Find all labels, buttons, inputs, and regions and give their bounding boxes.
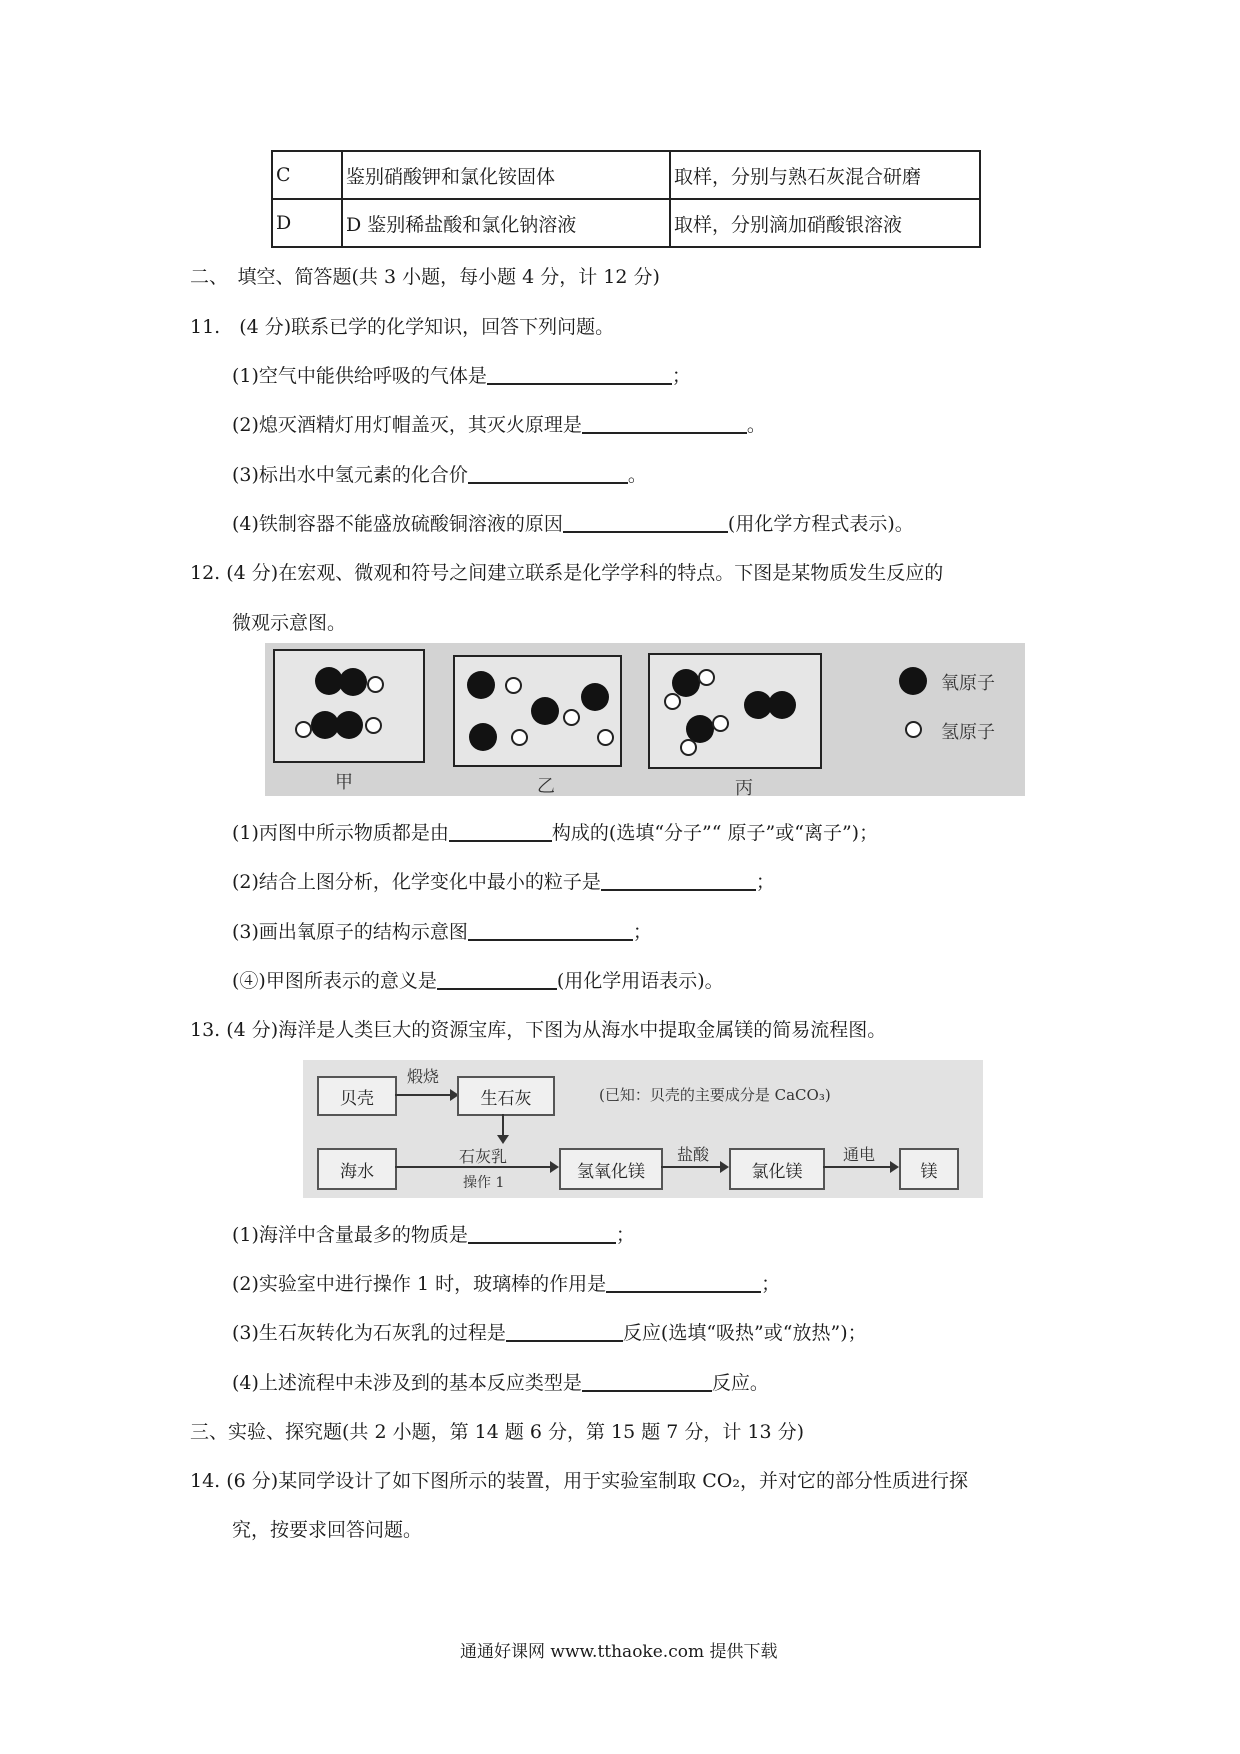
question-part: (3)生石灰转化为石灰乳的过程是 反应(选填“吸热”或“放热”)；	[232, 1322, 867, 1344]
options-table	[271, 150, 981, 248]
flow-arrow	[502, 1114, 504, 1142]
flow-label: 通电	[843, 1145, 876, 1164]
flow-diagram	[303, 1060, 983, 1198]
oxygen-atom	[469, 723, 497, 751]
question-stem: 究，按要求回答问题。	[232, 1519, 423, 1541]
answer-blank[interactable]	[582, 1370, 712, 1392]
flow-box-mgcl: 氯化镁	[729, 1148, 825, 1190]
question-stem: 12. (4 分)在宏观、微观和符号之间建立联系是化学学科的特点。下图是某物质发生反应的	[190, 562, 944, 584]
question-part: (2)实验室中进行操作 1 时，玻璃棒的作用是 ；	[232, 1273, 781, 1295]
legend-hydrogen-icon	[905, 721, 922, 738]
panel-yi	[453, 655, 622, 767]
panel-bing	[648, 653, 822, 769]
flow-box-mg: 镁	[899, 1148, 959, 1190]
oxygen-atom	[531, 697, 559, 725]
flow-arrow	[661, 1166, 727, 1168]
question-stem: 11. (4 分)联系已学的化学知识，回答下列问题。	[190, 316, 615, 338]
option-method: 取样，分别与熟石灰混合研磨	[670, 151, 980, 199]
oxygen-atom	[339, 668, 367, 696]
legend-label: 氢原子	[941, 722, 995, 743]
flow-box-seawater: 海水	[317, 1148, 397, 1190]
question-part: (3)标出水中氢元素的化合价 。	[232, 464, 647, 486]
flow-box-quicklime: 生石灰	[457, 1076, 555, 1116]
flow-box-shell: 贝壳	[317, 1076, 397, 1116]
hydrogen-atom	[698, 669, 715, 686]
option-key: C	[272, 151, 342, 199]
option-method: 取样，分别滴加硝酸银溶液	[670, 199, 980, 247]
section-heading: 三、实验、探究题(共 2 小题，第 14 题 6 分，第 15 题 7 分，计 13 分)	[190, 1421, 805, 1443]
answer-blank[interactable]	[449, 820, 552, 842]
oxygen-atom	[335, 711, 363, 739]
flow-arrow	[395, 1094, 457, 1096]
flow-note: (已知：贝壳的主要成分是 CaCO₃)	[599, 1086, 831, 1104]
oxygen-atom	[581, 683, 609, 711]
option-item: 鉴别硝酸钾和氯化铵固体	[342, 151, 670, 199]
question-part: (1)海洋中含量最多的物质是 ；	[232, 1224, 635, 1246]
answer-blank[interactable]	[468, 462, 628, 484]
flow-label: 盐酸	[677, 1145, 710, 1164]
page-footer: 通通好课网 www.tthaoke.com 提供下载	[460, 1642, 778, 1662]
question-stem: 微观示意图。	[232, 612, 347, 634]
question-part: (④)甲图所表示的意义是 (用化学用语表示)。	[232, 970, 724, 992]
question-part: (3)画出氧原子的结构示意图 ；	[232, 921, 652, 943]
question-part: (1)丙图中所示物质都是由 构成的(选填“分子”“ 原子”或“离子”)；	[232, 822, 879, 844]
answer-blank[interactable]	[437, 968, 557, 990]
hydrogen-atom	[505, 677, 522, 694]
table-row	[272, 151, 980, 199]
table-row	[272, 199, 980, 247]
question-part: (2)结合上图分析，化学变化中最小的粒子是 ；	[232, 871, 775, 893]
flow-label: 石灰乳	[459, 1147, 508, 1166]
question-part: (1)空气中能供给呼吸的气体是 ；	[232, 365, 691, 387]
answer-blank[interactable]	[487, 363, 672, 385]
answer-blank[interactable]	[468, 1222, 616, 1244]
answer-blank[interactable]	[606, 1271, 761, 1293]
option-item: D 鉴别稀盐酸和氯化钠溶液	[342, 199, 670, 247]
hydrogen-atom	[664, 693, 681, 710]
hydrogen-atom	[511, 729, 528, 746]
panel-label: 甲	[335, 772, 353, 793]
hydrogen-atom	[597, 729, 614, 746]
question-part: (2)熄灭酒精灯用灯帽盖灭，其灭火原理是 。	[232, 414, 766, 436]
flow-label: 操作 1	[463, 1175, 505, 1191]
hydrogen-atom	[295, 721, 312, 738]
hydrogen-atom	[367, 676, 384, 693]
section-heading: 二、 填空、简答题(共 3 小题，每小题 4 分，计 12 分)	[190, 266, 660, 288]
panel-jia	[273, 649, 425, 763]
oxygen-atom	[467, 671, 495, 699]
hydrogen-atom	[563, 709, 580, 726]
oxygen-atom	[768, 691, 796, 719]
legend-oxygen-icon	[899, 667, 927, 695]
micro-diagram	[265, 643, 1025, 799]
hydrogen-atom	[680, 739, 697, 756]
answer-blank[interactable]	[506, 1320, 623, 1342]
answer-blank[interactable]	[582, 412, 747, 434]
legend-label: 氧原子	[941, 673, 995, 694]
question-stem: 14. (6 分)某同学设计了如下图所示的装置，用于实验室制取 CO₂，并对它的部分性质进行探	[190, 1470, 968, 1492]
flow-label: 煅烧	[407, 1067, 440, 1086]
answer-blank[interactable]	[601, 869, 756, 891]
question-stem: 13. (4 分)海洋是人类巨大的资源宝库，下图为从海水中提取金属镁的简易流程图。	[190, 1019, 887, 1041]
question-part: (4)铁制容器不能盛放硫酸铜溶液的原因 (用化学方程式表示)。	[232, 513, 914, 535]
option-key: D	[272, 199, 342, 247]
question-part: (4)上述流程中未涉及到的基本反应类型是 反应。	[232, 1372, 769, 1394]
hydrogen-atom	[712, 715, 729, 732]
answer-blank[interactable]	[563, 511, 728, 533]
flow-arrow	[823, 1166, 897, 1168]
hydrogen-atom	[365, 717, 382, 734]
answer-blank[interactable]	[468, 919, 633, 941]
oxygen-atom	[672, 669, 700, 697]
panel-label: 乙	[537, 776, 555, 797]
panel-label: 丙	[735, 778, 753, 799]
flow-box-mgoh: 氢氧化镁	[559, 1148, 663, 1190]
